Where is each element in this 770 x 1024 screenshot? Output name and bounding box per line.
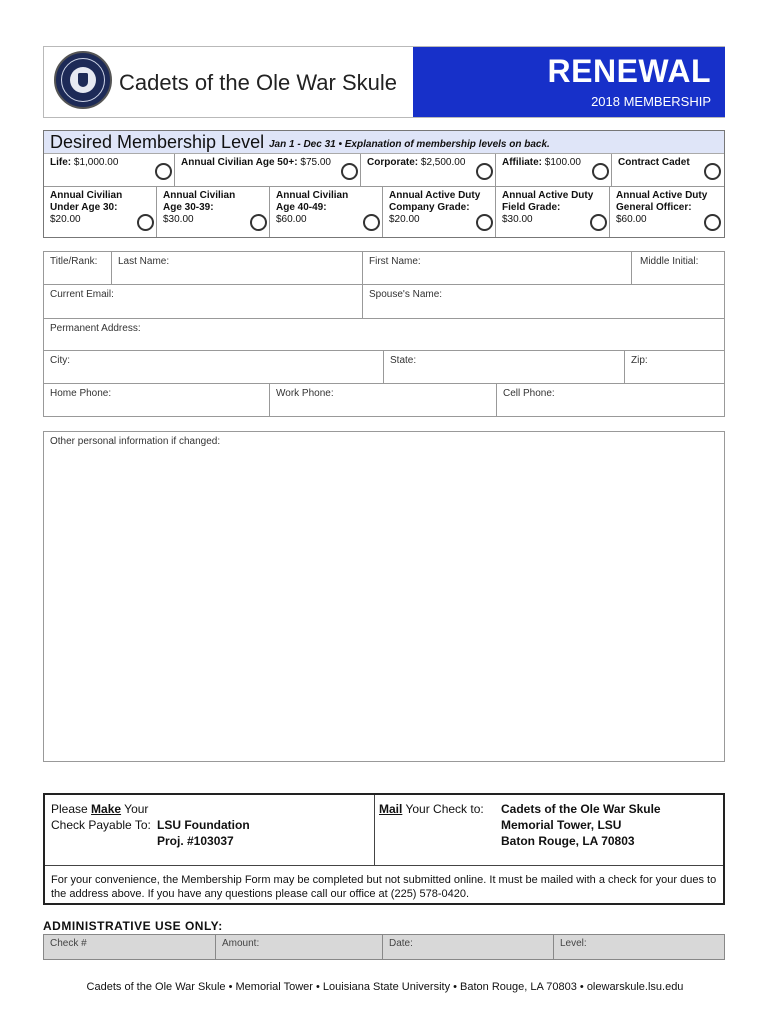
level-label: Affiliate:: [502, 157, 542, 168]
level-label: Annual Civilian: [163, 190, 236, 201]
field-label: State:: [390, 355, 417, 366]
payee-project: Proj. #103037: [157, 834, 234, 848]
page-footer: Cadets of the Ole War Skule • Memorial Tower • Louisiana State University • Baton Rouge, LA 70803 • olewarskule.lsu.edu: [86, 981, 684, 993]
level-price: $2,500.00: [418, 157, 466, 168]
organization-name: Cadets of the Ole War Skule: [119, 70, 397, 95]
level-price: $100.00: [542, 157, 581, 168]
level-civilian-40-49: [270, 187, 383, 237]
level-price: $60.00: [616, 214, 647, 225]
admin-date-field: [383, 935, 554, 959]
home-phone-field[interactable]: [43, 383, 270, 417]
field-label: Cell Phone:: [503, 388, 555, 399]
field-label: Last Name:: [118, 256, 170, 267]
payable-text: Please: [51, 802, 92, 816]
title-rank-field[interactable]: [43, 251, 112, 285]
seal-shield-icon: [70, 67, 96, 93]
radio-civilian-40-49[interactable]: [363, 214, 380, 231]
level-label: Annual Active Duty: [616, 190, 708, 201]
field-label: Check #: [50, 938, 87, 949]
radio-active-company-grade[interactable]: [476, 214, 493, 231]
level-label: Age 30-39:: [163, 202, 214, 213]
other-info-textarea[interactable]: [43, 431, 725, 762]
address-line: Baton Rouge, LA 70803: [501, 834, 635, 848]
radio-affiliate[interactable]: [592, 163, 609, 180]
radio-active-general-officer[interactable]: [704, 214, 721, 231]
level-label: Annual Civilian: [276, 190, 349, 201]
field-label: Amount:: [222, 938, 260, 949]
address-line: Cadets of the Ole War Skule: [501, 802, 661, 816]
field-label: Date:: [389, 938, 413, 949]
payable-make: Make: [91, 802, 122, 816]
renewal-title: RENEWAL: [547, 53, 711, 89]
level-label: Annual Active Duty: [502, 190, 594, 201]
level-label: Life:: [50, 157, 72, 168]
level-active-company-grade: [383, 187, 496, 237]
cell-phone-field[interactable]: [496, 383, 725, 417]
level-price: $20.00: [389, 214, 420, 225]
field-label: Other personal information if changed:: [50, 436, 221, 447]
permanent-address-field[interactable]: [43, 318, 725, 351]
header-left: [44, 47, 413, 117]
last-name-field[interactable]: [111, 251, 363, 285]
payee: [157, 817, 250, 849]
mail-check-label: [379, 801, 484, 817]
membership-level-note: Jan 1 - Dec 31 • Explanation of membership levels on back.: [269, 139, 550, 150]
field-label: Middle Initial:: [640, 256, 699, 267]
field-label: Zip:: [631, 355, 648, 366]
admin-amount-field: [216, 935, 383, 959]
level-label: Under Age 30:: [50, 202, 118, 213]
level-label: Annual Civilian Age 50+:: [181, 157, 298, 168]
level-price: $30.00: [502, 214, 533, 225]
field-label: Title/Rank:: [50, 256, 98, 267]
level-label: Annual Civilian: [50, 190, 123, 201]
field-label: City:: [50, 355, 70, 366]
city-field[interactable]: [43, 350, 384, 384]
check-payable-block: [51, 801, 250, 848]
level-price: $1,000.00: [71, 157, 119, 168]
level-civilian-50: [175, 154, 361, 187]
level-active-general-officer: [610, 187, 724, 237]
radio-contract-cadet[interactable]: [704, 163, 721, 180]
radio-civilian-50[interactable]: [341, 163, 358, 180]
admin-use-table: [43, 934, 725, 960]
address-line: Memorial Tower, LSU: [501, 818, 622, 832]
radio-civilian-under-30[interactable]: [137, 214, 154, 231]
field-label: Spouse's Name:: [369, 289, 443, 300]
payable-text: Your: [121, 802, 149, 816]
field-label: Permanent Address:: [50, 323, 141, 334]
radio-active-field-grade[interactable]: [590, 214, 607, 231]
payee-name: LSU Foundation: [157, 818, 250, 832]
level-affiliate: [496, 154, 612, 187]
level-price: $60.00: [276, 214, 307, 225]
level-corporate: [361, 154, 496, 187]
payment-instructions: [43, 793, 725, 905]
level-contract-cadet: [612, 154, 724, 187]
work-phone-field[interactable]: [269, 383, 497, 417]
level-price: $30.00: [163, 214, 194, 225]
level-price: $20.00: [50, 214, 81, 225]
level-label: Age 40-49:: [276, 202, 327, 213]
middle-initial-field[interactable]: [631, 251, 725, 285]
level-civilian-under-30: [44, 187, 157, 237]
membership-level-table: [43, 130, 725, 238]
level-label: Corporate:: [367, 157, 419, 168]
membership-level-header: [44, 131, 724, 154]
level-civilian-30-39: [157, 187, 270, 237]
level-price: $75.00: [297, 157, 331, 168]
radio-life[interactable]: [155, 163, 172, 180]
field-label: Home Phone:: [50, 388, 112, 399]
field-label: Current Email:: [50, 289, 114, 300]
level-label: Company Grade:: [389, 202, 470, 213]
membership-level-title: Desired Membership Level: [50, 132, 265, 152]
mail-word: Mail: [379, 802, 403, 816]
membership-year: 2018 MEMBERSHIP: [591, 94, 711, 109]
current-email-field[interactable]: [43, 284, 363, 319]
radio-civilian-30-39[interactable]: [250, 214, 267, 231]
spouse-name-field[interactable]: [362, 284, 725, 319]
admin-level-field: [554, 935, 724, 959]
form-header: [43, 46, 725, 118]
admin-title: ADMINISTRATIVE USE ONLY:: [43, 919, 223, 933]
field-label: Work Phone:: [276, 388, 334, 399]
level-label: Contract Cadet: [618, 157, 690, 168]
payment-note: For your convenience, the Membership Form may be completed but not submitted online. It must be mailed with a check for your dues to the address above. If you have any questions please call our office at (225) 578-0420.: [45, 865, 723, 903]
admin-check-field: [44, 935, 216, 959]
first-name-field[interactable]: [362, 251, 632, 285]
state-field[interactable]: [383, 350, 625, 384]
radio-corporate[interactable]: [476, 163, 493, 180]
field-label: First Name:: [369, 256, 421, 267]
zip-field[interactable]: [624, 350, 725, 384]
payment-divider: [374, 795, 375, 865]
field-label: Level:: [560, 938, 587, 949]
check-payable-label: Check Payable To:: [51, 818, 151, 832]
level-label: Annual Active Duty: [389, 190, 481, 201]
mailing-address: [501, 801, 661, 849]
level-label: General Officer:: [616, 202, 692, 213]
level-label: Field Grade:: [502, 202, 561, 213]
level-life: [44, 154, 175, 187]
university-seal-logo: [54, 51, 112, 109]
level-active-field-grade: [496, 187, 610, 237]
mail-text: Your Check to:: [402, 802, 484, 816]
header-banner: [413, 47, 725, 117]
